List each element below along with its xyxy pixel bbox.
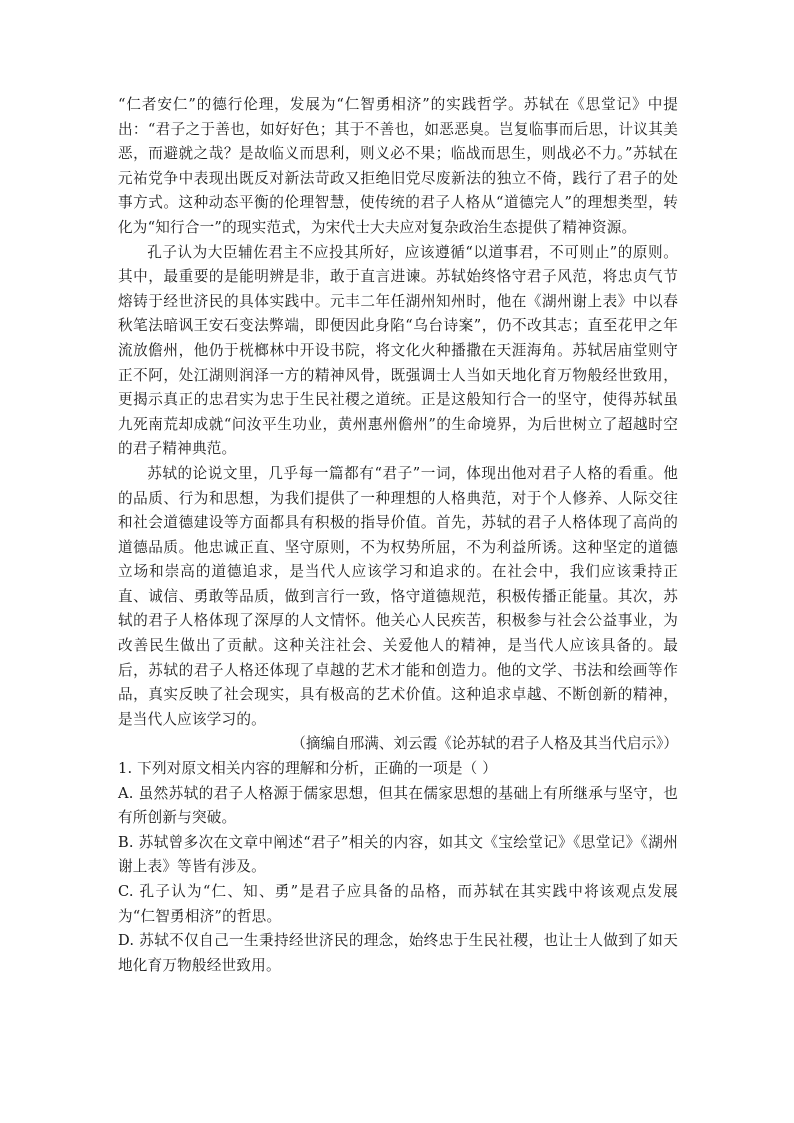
option-b: B. 苏轼曾多次在文章中阐述“君子”相关的内容，如其文《宝绘堂记》《思堂记》《湖州谢上表》等皆有涉及。 — [118, 833, 678, 876]
option-a: A. 虽然苏轼的君子人格源于儒家思想，但其在儒家思想的基础上有所继承与坚守，也有所创新与突破。 — [118, 784, 678, 827]
question-1 — [118, 757, 678, 978]
document-page — [118, 93, 678, 978]
paragraph-1: “仁者安仁”的德行伦理，发展为“仁智勇相济”的实践哲学。苏轼在《思堂记》中提出：“君子之于善也，如好好色；其于不善也，如恶恶臭。岂复临事而后思，计议其美恶，而避就之哉？是故临义而思利，则义必不果；临战而思生，则战必不力。”苏轼在元祐党争中表现出既反对新法苛政又拒绝旧党尽废新法的独立不倚，践行了君子的处事方式。这种动态平衡的伦理智慧，使传统的君子人格从“道德完人”的理想类型，转化为“知行合一”的现实范式，为宋代士大夫应对复杂政治生态提供了精神资源。 — [118, 96, 678, 236]
option-c: C. 孔子认为“仁、知、勇”是君子应具备的品格，而苏轼在其实践中将该观点发展为“仁智勇相济”的哲思。 — [118, 883, 678, 925]
paragraph-2: 孔子认为大臣辅佐君主不应投其所好，应该遵循“以道事君，不可则止”的原则。其中，最重要的是能明辨是非，敢于直言进谏。苏轼始终恪守君子风范，将忠贞气节熔铸于经世济民的具体实践中。元丰二年任湖州知州时，他在《湖州谢上表》中以春秋笔法暗讽王安石变法弊端，即便因此身陷“乌台诗案”，仍不改其志；直至花甲之年流放儋州，他仍于桄榔林中开设书院，将文化火种播撒在天涯海角。苏轼居庙堂则守正不阿，处江湖则润泽一方的精神风骨，既强调士人当如天地化育万物般经世致用，更揭示真正的忠君实为忠于生民社稷之道统。正是这般知行合一的坚守，使得苏轼虽九死南荒却成就“问汝平生功业，黄州惠州儋州”的生命境界，为后世树立了超越时空的君子精神典范。 — [118, 243, 678, 458]
paragraph-3: 苏轼的论说文里，几乎每一篇都有“君子”一词，体现出他对君子人格的看重。他的品质、行为和思想，为我们提供了一种理想的人格典范，对于个人修养、人际交往和社会道德建设等方面都具有积极的指导价值。首先，苏轼的君子人格体现了高尚的道德品质。他忠诚正直、坚守原则，不为权势所屈，不为利益所诱。这种坚定的道德立场和崇高的道德追求，是当代人应该学习和追求的。在社会中，我们应该秉持正直、诚信、勇敢等品质，做到言行一致，恪守道德规范，积极传播正能量。其次，苏轼的君子人格体现了深厚的人文情怀。他关心人民疾苦，积极参与社会公益事业，为改善民生做出了贡献。这种关注社会、关爱他人的精神，是当代人应该具备的。最后，苏轼的君子人格还体现了卓越的艺术才能和创造力。他的文学、书法和绘画等作品，真实反映了社会现实，具有极高的艺术价值。这种追求卓越、不断创新的精神，是当代人应该学习的。 — [118, 464, 678, 728]
question-stem: 1. 下列对原文相关内容的理解和分析，正确的一项是（ ） — [118, 760, 498, 778]
source-citation: （摘编自邢满、刘云霞《论苏轼的君子人格及其当代启示》） — [291, 735, 678, 753]
option-d: D. 苏轼不仅自己一生秉持经世济民的理念，始终忠于生民社稷，也让士人做到了如天地化育万物般经世致用。 — [118, 932, 678, 974]
